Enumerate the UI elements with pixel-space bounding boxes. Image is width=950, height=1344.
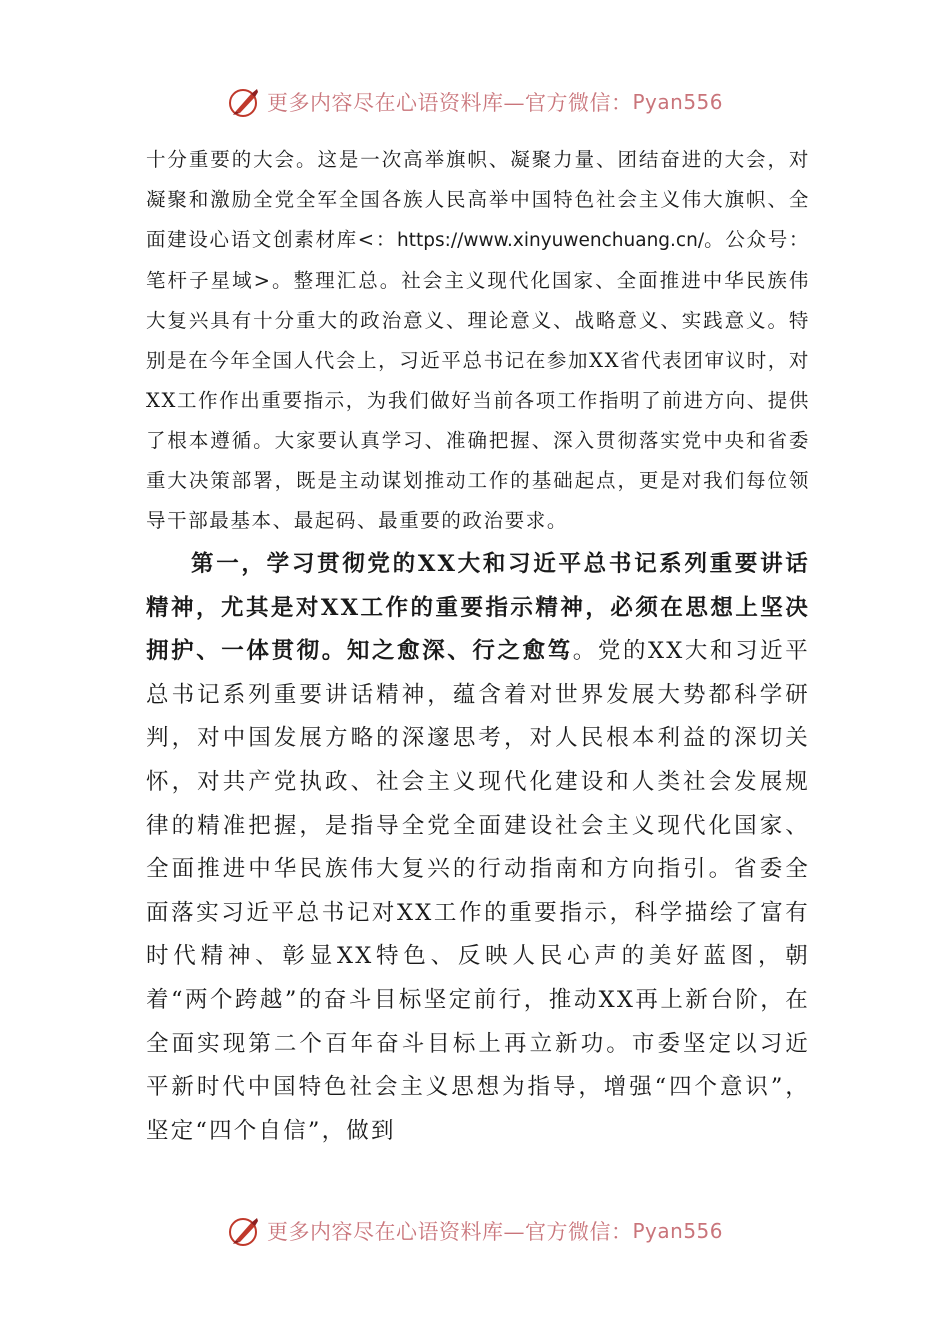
footer-watermark <box>0 1211 950 1251</box>
watermark-text: 更多内容尽在心语资料库— <box>266 1220 525 1244</box>
paragraph-1 <box>146 140 810 541</box>
paragraph-1-text-a: 十分重要的大会。这是一次高举旗帜、凝聚力量、团结奋进的大会，对凝聚和激励全党全军全国各族人民高举中国特色社会主义伟大旗帜、全面建设心语文创素材库<： <box>146 148 810 251</box>
paragraph-2-body: 。党的XX大和习近平总书记系列重要讲话精神，蕴含着对世界发展大势都科学研判，对中国发展方略的深邃思考，对人民根本利益的深切关怀，对共产党执政、社会主义现代化建设和人类社会发展规律的精准把握，是指导全党全面建设社会主义现代化国家、全面推进中华民族伟大复兴的行动指南和方向指引。省委全面落实习近平总书记对XX工作的重要指示，科学描绘了富有时代精神、彰显XX特色、反映人民心声的美好蓝图，朝着“两个跨越”的奋斗目标坚定前行，推动XX再上新台阶，在全面实现第二个百年奋斗目标上再立新功。市委坚定以习近平新时代中国特色社会主义思想为指导，增强“四个意识”，坚定“四个自信”，做到 <box>146 638 810 1144</box>
pen-logo-icon <box>227 1214 261 1248</box>
pen-logo-icon <box>227 85 261 119</box>
header-watermark <box>0 82 950 122</box>
paragraph-2 <box>146 543 810 1153</box>
source-url: https://www.xinyuwenchuang.cn/ <box>397 230 705 251</box>
paragraph-2-lead-heading: 第一，学习贯彻党的XX大和习近平总书记系列重要讲话精神，尤其是对XX工作的重要指示精神，必须在思想上坚决拥护、一体贯彻。知之愈深、行之愈笃 <box>146 551 810 665</box>
paragraph-1-text-b: 。公众号：笔杆子星域>。整理汇总。社会主义现代化国家、全面推进中华民族伟大复兴具有十分重大的政治意义、理论意义、战略意义、实践意义。特别是在今年全国人代会上，习近平总书记在参加XX省代表团审议时，对XX工作作出重要指示，为我们做好当前各项工作指明了前进方向、提供了根本遵循。大家要认真学习、准确把握、深入贯彻落实党中央和省委重大决策部署，既是主动谋划推动工作的基础起点，更是对我们每位领导干部最基本、最起码、最重要的政治要求。 <box>146 228 810 532</box>
watermark-official: 官方微信： <box>524 1220 633 1244</box>
document-body <box>146 140 810 1153</box>
watermark-wechat-id: Pyan556 <box>632 90 723 114</box>
watermark-text: 更多内容尽在心语资料库— <box>266 91 525 115</box>
watermark-wechat-id: Pyan556 <box>632 1219 723 1243</box>
watermark-official: 官方微信： <box>524 91 633 115</box>
